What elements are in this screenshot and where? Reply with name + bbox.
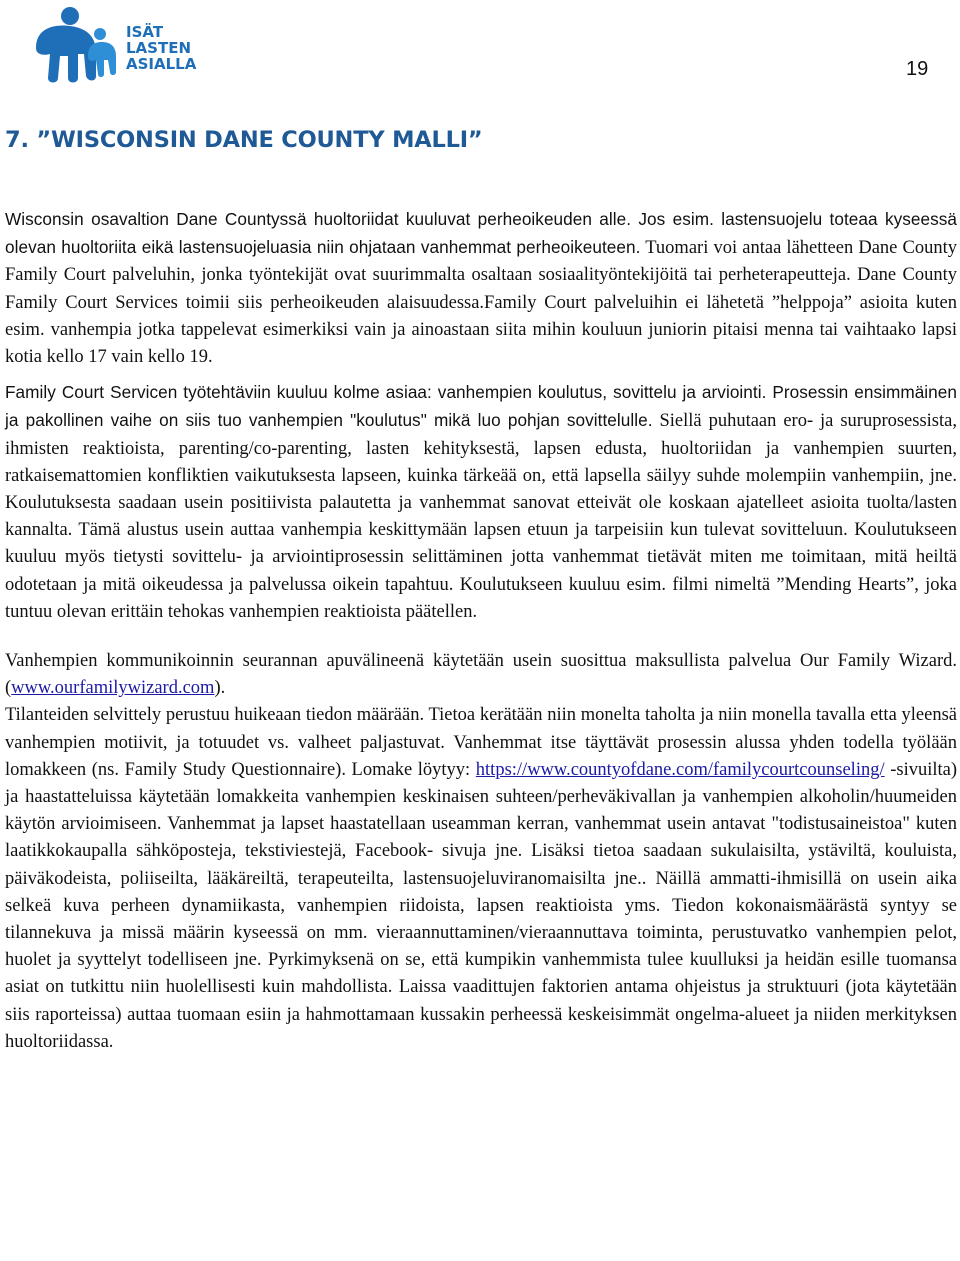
paragraph-text: Vanhempien kommunikoinnin seurannan apuvälineenä käytetään usein suosittua maksullista palvelua Our Family Wizard. ( — [5, 651, 957, 699]
paragraph-information-gathering — [5, 702, 957, 1056]
paragraph-text: Siellä puhutaan ero- ja suruprosessista, ihmisten reaktioista, parenting/co-parenting, lasten kehityksestä, lapsen edusta, huoltoriidan ja vanhempien suurten, ratkaisemattomien konfliktien vaikutuksesta lapseen, kuinka tärkeää on, että lapsella säilyy suhde molempiin vanhempiin, jne. Koulutuksesta saadaan usein positiivista palautetta ja vanhemmat sanovat etteivät ole koskaan ajatelleet asioita tuolta/lasten kannalta. Tämä alustus usein auttaa vanhempia keskittymään lapsen etuun ja tarpeisiin kun tulevat sovitteluun. Koulutukseen kuuluu myös tietysti sovittelu- ja arviointiprosessin selittäminen jotta vanhemmat tietävät miten me toimitaan, mitä heiltä odotetaan ja mitä oikeudessa ja palvelussa oikein tapahtuu. Koulutukseen kuuluu esim. filmi nimeltä ”Mending Hearts”, joka tuntuu olevan erittäin tehokas vanhempien reaktioista päätellen. — [5, 411, 957, 622]
paragraph-text-sans: Family Court Servicen työtehtäviin kuuluu kolme asiaa: vanhempien koulutus, sovittelu ja arviointi. Prosessin ensimmäinen ja pakollinen vaihe on siis tuo vanhempien "koulutus" mikä luo pohjan sovittelulle. — [5, 382, 957, 431]
paragraph-our-family-wizard — [5, 648, 957, 702]
paragraph-text: Tuomari voi antaa lähetteen Dane County Family Court palveluhin, jonka työntekijät ovat suurimmalta osaltaan sosiaalityöntekijöitä tai perheterapeutteja. Dane County Family Court Services toimii siis perheoikeuden alaisuudessa.Family Court palveluihin ei lähetetä ”helppoja” asioita kuten esim. vanhempia jotka tappelevat esimerkiksi vain ja ainoastaan siita mihin kouluun juniorin pitaisi menna tai vaihtaako lapsi kotia kello 17 vain kello 19. — [5, 238, 957, 368]
section-heading: 7. ”WISCONSIN DANE COUNTY MALLI” — [5, 127, 483, 153]
paragraph-dane-county-intro — [5, 206, 957, 371]
paragraph-text: Tilanteiden selvittely perustuu huikeaan tiedon määrään. Tietoa kerätään niin monelta taholta ja niin monella tavalla etta yleensä vanhempien motiivit, ja totuudet vs. valheet paljastuvat. Vanhemmat itse täyttävät prosessin alussa yhden todella työlään lomakkeen (ns. Family Study Questionnaire). Lomake löytyy: — [5, 705, 957, 780]
ourfamilywizard-link[interactable]: www.ourfamilywizard.com — [11, 678, 215, 699]
logo-text-line: ASIALLA — [126, 55, 197, 73]
paragraph-text: ). — [214, 678, 226, 699]
page-number: 19 — [906, 58, 929, 80]
paragraph-text-sans: Wisconsin osavaltion Dane Countyssä huoltoriidat kuuluvat perheoikeuden alle. Jos esim. lastensuojelu toteaa kyseessä olevan huoltoriita eikä lastensuojeluasia niin ohjataan vanhemmat perheoikeuteen. — [5, 209, 957, 258]
logo-text-line: ISÄT — [126, 23, 164, 41]
organization-logo — [30, 4, 197, 86]
paragraph-text: -sivuilta) ja haastatteluissa käytetään lomakkeita vanhempien keskinaisen suhteen/perheväkivallan ja vanhempien alkoholin/huumeiden käytön arvioimiseen. Vanhemmat ja lapset haastatellaan useamman kerran, vanhemmat usein antavat "todistusaineistoa" kuten laatikkokaupalla sähköposteja, tekstiviestejä, Facebook- sivuja jne. Lisäksi tietoa saadaan sukulaisilta, ystäviltä, kouluista, päiväkodeista, poliiseilta, lääkäreiltä, terapeuteilta, lastensuojeluviranomaisilta jne.. Näillä ammatti-ihmisillä on usein aika selkeä kuva perheen dynamiikasta, vanhempien riidoista, lapsen reaktioista yms. Tiedon kokonaismäärästä syntyy se tilannekuva ja missä määrin kyseessä on mm. vieraannuttaminen/vieraannuttava toiminta, perustuvatko vanhempien pelot, huolet ja syyttelyt todelliseen jne. Pyrkimyksenä on se, että kumpikin vanhemmista tulee kuulluksi ja heidän esille tuomansa asiat on tutkittu niin huolellisesti kuin mahdollista. Laissa vaadittujen faktorien antama ohjeistus ja struktuuri (jota käytetään siis raporteissa) auttaa tuomaan esiin ja hahmottamaan kussakin perheessä keskeisimmät ongelma-alueet ja niiden merkityksen huoltoriidassa. — [5, 759, 958, 1052]
logo-text-line: LASTEN — [126, 39, 192, 57]
paragraph-family-court-services — [5, 379, 957, 626]
document-body — [5, 206, 957, 1056]
countyofdane-link[interactable]: https://www.countyofdane.com/familycourtcounseling/ — [475, 759, 885, 780]
logo-text — [126, 24, 196, 72]
